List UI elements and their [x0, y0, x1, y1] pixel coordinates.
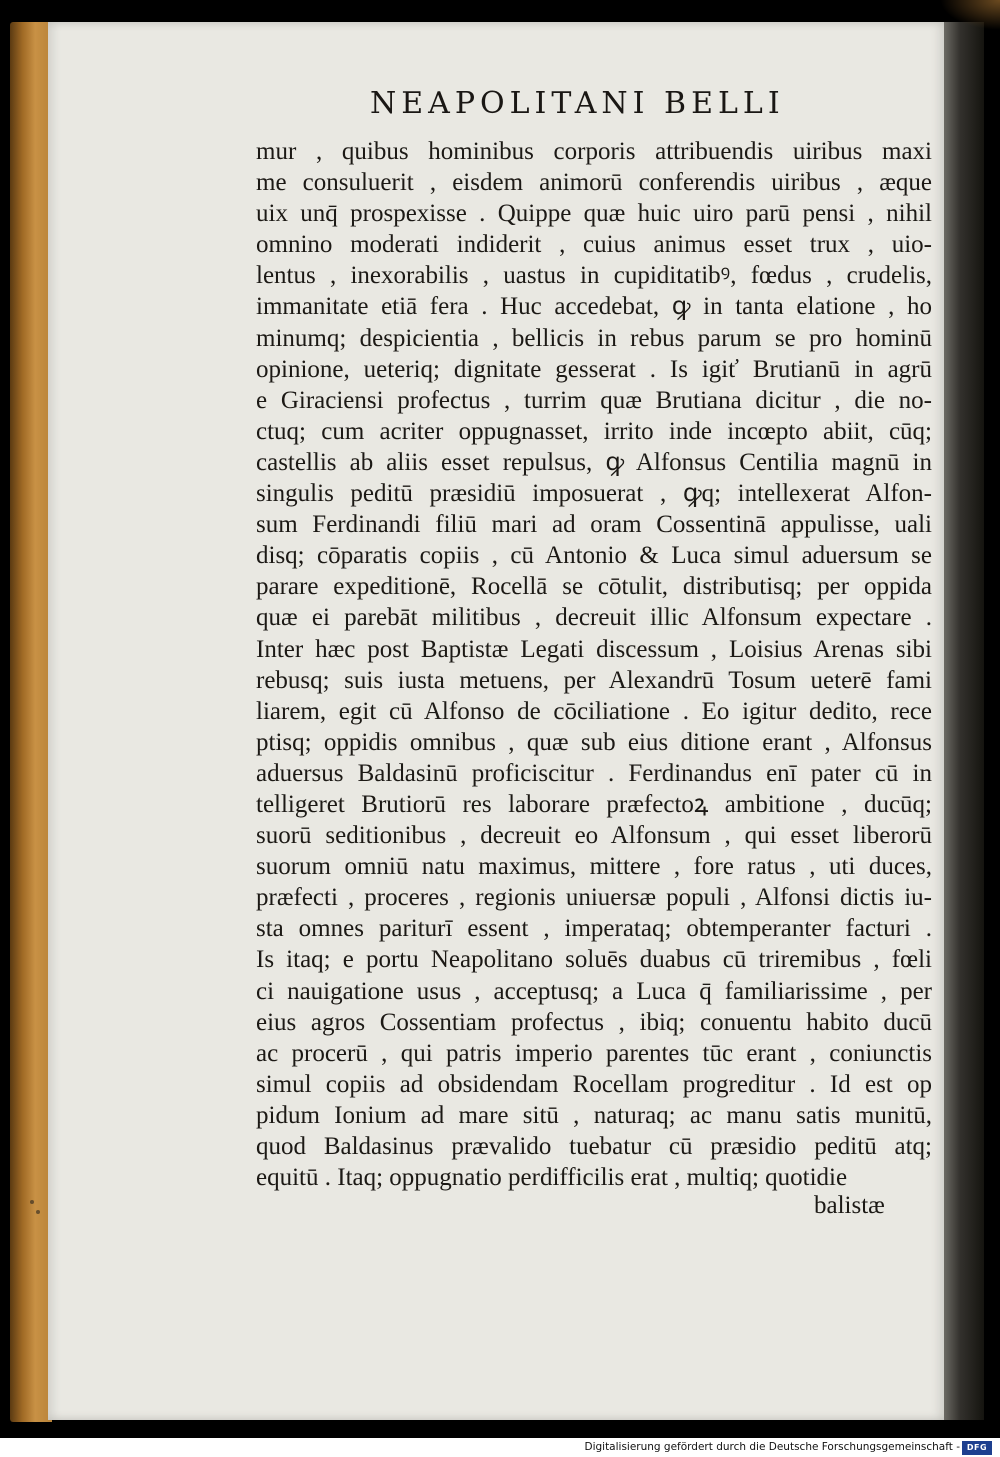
text-line: præfecti , proceres , regionis uniuersæ populi , Alfonsi dictis iu-: [256, 884, 932, 912]
text-line: ctuq; cum acriter oppugnasset, irrito inde incœpto abiit, cūq;: [256, 417, 932, 445]
text-line: sta omnes pariturī essent , imperataq; obtemperanter facturi .: [256, 915, 932, 943]
text-line: me consuluerit , eisdem animorū conferendis uiribus , æque: [256, 169, 932, 197]
text-line: quæ ei parebāt militibus , decreuit illic Alfonsum expectare .: [256, 604, 932, 632]
text-line: eius agros Cossentiam profectus , ibiq; conuentu habito ducū: [256, 1008, 932, 1036]
text-line: singulis peditū præsidiū imposuerat , ꝙq; intellexerat Alfon-: [256, 480, 932, 508]
running-head: NEAPOLITANI BELLI: [370, 86, 785, 121]
text-line: quod Baldasinus prævalido tuebatur cū præsidio peditū atq;: [256, 1133, 932, 1160]
body-text: [256, 136, 932, 1193]
text-line: e Giraciensi profectus , turrim quæ Brutiana dicitur , die no-: [256, 386, 932, 414]
text-line: opinione, ueteriq; dignitate gesserat . Is igiť Brutianū in agrū: [256, 355, 932, 383]
text-line: minumq; despicientia , bellicis in rebus parum se pro hominū: [256, 324, 932, 352]
ink-speck: [30, 1200, 34, 1204]
text-line: aduersus Baldasinū proficiscitur . Ferdinandus enī pater cū in: [256, 759, 932, 787]
text-line: parare expeditionē, Rocellā se cōtulit, distributisq; per oppida: [256, 573, 932, 601]
corner-stain: [940, 0, 1000, 30]
text-line: Is itaq; e portu Neapolitano soluēs duabus cū triremibus , fœli: [256, 946, 932, 974]
text-line: uix unq̄ prospexisse . Quippe quæ huic uiro parū pensi , nihil: [256, 200, 932, 228]
text-line: pidum Ionium ad mare sitū , naturaq; ac manu satis munitū,: [256, 1101, 932, 1129]
catchword: balistæ: [814, 1192, 885, 1219]
text-line: mur , quibus hominibus corporis attribuendis uiribus maxi: [256, 138, 932, 165]
text-line: lentus , inexorabilis , uastus in cupiditatibꝰ, fœdus , crudelis,: [256, 262, 932, 290]
text-line: Inter hæc post Baptistæ Legati discessum , Loisius Arenas sibi: [256, 635, 932, 663]
text-line: omnino moderati indiderit , cuius animus esset trux , uio-: [256, 231, 932, 259]
text-line: ci nauigatione usus , acceptusq; a Luca q̄ familiarissime , per: [256, 977, 932, 1005]
text-line: sum Ferdinandi filiū mari ad oram Cossentinā appulisse, uali: [256, 511, 932, 539]
text-line: disq; cōparatis copiis , cū Antonio & Luca simul aduersum se: [256, 542, 932, 570]
text-line: ac procerū , qui patris imperio parentes tūc erant , coniunctis: [256, 1039, 932, 1067]
text-line: immanitate etiā fera . Huc accedebat, ꝙ in tanta elatione , ho: [256, 293, 932, 321]
text-line: suorū seditionibus , decreuit eo Alfonsum , qui esset liberorū: [256, 822, 932, 850]
text-line: equitū . Itaq; oppugnatio perdifficilis erat , multiq; quotidie: [256, 1164, 848, 1192]
funding-credit: Digitalisierung gefördert durch die Deutsche Forschungsgemeinschaft -: [584, 1441, 960, 1453]
text-line: ptisq; oppidis omnibus , quæ sub eius ditione erant , Alfonsus: [256, 728, 932, 756]
text-line: liarem, egit cū Alfonso de cōciliatione . Eo igitur dedito, rece: [256, 697, 932, 725]
text-line: castellis ab aliis esset repulsus, ꝙ Alfonsus Centilia magnū in: [256, 448, 932, 476]
text-line: suorum omniū natu maximus, mittere , fore ratus , uti duces,: [256, 853, 932, 881]
book-edge: [10, 22, 52, 1422]
dfg-logo-icon: DFG: [962, 1441, 992, 1455]
text-line: telligeret Brutiorū res laborare præfectoꝝ ambitione , ducūq;: [256, 790, 932, 818]
text-line: simul copiis ad obsidendam Rocellam progreditur . Id est op: [256, 1070, 932, 1098]
page-gutter-shadow: [944, 22, 984, 1420]
text-line: rebusq; suis iusta metuens, per Alexandrū Tosum ueterē fami: [256, 666, 932, 694]
ink-speck: [36, 1210, 40, 1214]
